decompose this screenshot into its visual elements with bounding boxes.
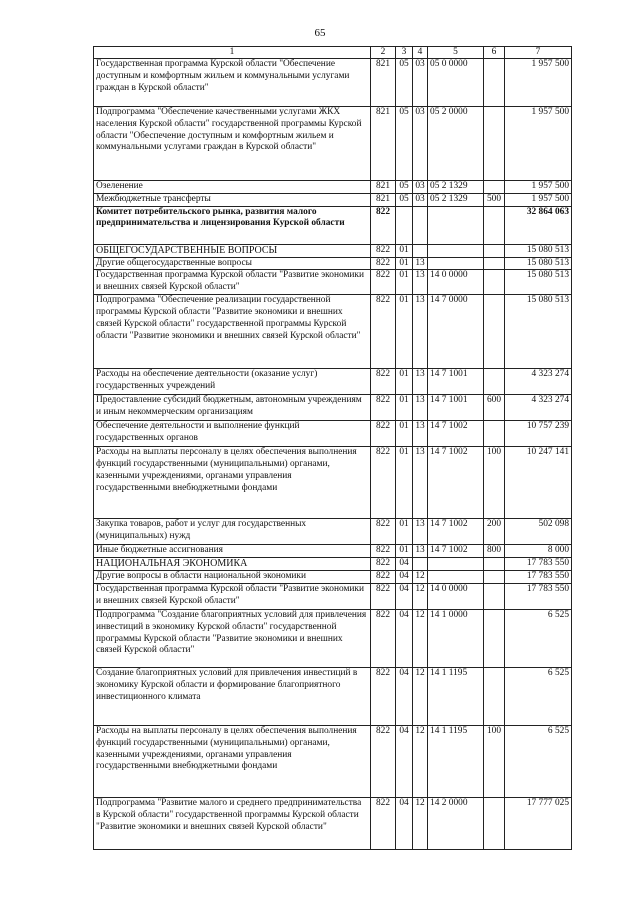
row-sum: 17 777 025: [505, 797, 572, 849]
row-sec: 04: [396, 583, 413, 609]
row-vr: 100: [484, 725, 505, 797]
row-gr: 822: [371, 270, 396, 295]
row-sum: 1 957 500: [505, 181, 572, 194]
row-vr: [484, 244, 505, 257]
row-name: Другие общегосударственные вопросы: [94, 257, 371, 270]
row-vr: [484, 797, 505, 849]
row-vr: [484, 421, 505, 447]
row-vr: [484, 571, 505, 584]
table-row: [94, 181, 572, 194]
row-gr: 822: [371, 395, 396, 421]
row-sec: 01: [396, 395, 413, 421]
row-sub: 13: [413, 545, 428, 558]
row-name: Создание благоприятных условий для привлечения инвестиций в экономику Курской области и формирование благоприятного инвестиционного климата: [94, 667, 371, 725]
row-sum: 17 783 550: [505, 571, 572, 584]
row-sum: 6 525: [505, 609, 572, 667]
row-cs: 14 1 1195: [428, 725, 484, 797]
row-sub: [413, 558, 428, 571]
row-vr: 200: [484, 519, 505, 545]
table-row: [94, 369, 572, 395]
row-sub: 13: [413, 395, 428, 421]
budget-table: [93, 46, 572, 850]
row-vr: [484, 369, 505, 395]
row-cs: 05 2 1329: [428, 181, 484, 194]
row-gr: 822: [371, 519, 396, 545]
header-col-2: 2: [371, 47, 396, 59]
row-gr: 822: [371, 667, 396, 725]
table-row: [94, 295, 572, 369]
row-sec: [396, 206, 413, 244]
row-cs: 14 7 1002: [428, 519, 484, 545]
table-row: [94, 270, 572, 295]
row-sum: 32 864 063: [505, 206, 572, 244]
row-name: НАЦИОНАЛЬНАЯ ЭКОНОМИКА: [94, 558, 371, 571]
row-cs: [428, 257, 484, 270]
row-gr: 822: [371, 206, 396, 244]
table-row: [94, 447, 572, 519]
row-gr: 822: [371, 545, 396, 558]
row-sub: 13: [413, 369, 428, 395]
row-sum: 4 323 274: [505, 369, 572, 395]
row-sec: 05: [396, 107, 413, 181]
row-vr: [484, 558, 505, 571]
row-sub: 13: [413, 257, 428, 270]
table-row: [94, 583, 572, 609]
row-sub: 13: [413, 295, 428, 369]
header-col-1: 1: [94, 47, 371, 59]
row-vr: [484, 295, 505, 369]
row-cs: 14 0 0000: [428, 583, 484, 609]
row-sum: 15 080 513: [505, 270, 572, 295]
table-row: [94, 421, 572, 447]
row-gr: 822: [371, 609, 396, 667]
row-sec: 05: [396, 193, 413, 206]
row-sec: 01: [396, 369, 413, 395]
header-row: [94, 47, 572, 59]
row-name: Расходы на обеспечение деятельности (оказание услуг) государственных учреждений: [94, 369, 371, 395]
row-sub: 13: [413, 270, 428, 295]
table-row: [94, 257, 572, 270]
row-gr: 821: [371, 59, 396, 107]
table-row: [94, 725, 572, 797]
row-name: Подпрограмма "Развитие малого и среднего предпринимательства в Курской области" государственной программы Курской области "Развитие экономики и внешних связей Курской области": [94, 797, 371, 849]
row-sub: 13: [413, 519, 428, 545]
row-sub: [413, 244, 428, 257]
row-sub: 03: [413, 193, 428, 206]
row-vr: [484, 59, 505, 107]
row-sub: 03: [413, 59, 428, 107]
row-sec: 01: [396, 421, 413, 447]
row-name: Государственная программа Курской области "Развитие экономики и внешних связей Курской области": [94, 270, 371, 295]
row-name: Расходы на выплаты персоналу в целях обеспечения выполнения функций государственными (муниципальными) органами, казенными учреждениями, органами управления государственными внебюджетными фондами: [94, 447, 371, 519]
row-gr: 822: [371, 369, 396, 395]
row-vr: [484, 107, 505, 181]
row-sub: [413, 206, 428, 244]
row-gr: 822: [371, 257, 396, 270]
row-sec: 01: [396, 257, 413, 270]
row-cs: 14 0 0000: [428, 270, 484, 295]
header-col-7: 7: [505, 47, 572, 59]
table-row: [94, 395, 572, 421]
header-col-5: 5: [428, 47, 484, 59]
table-row: [94, 571, 572, 584]
row-gr: 822: [371, 725, 396, 797]
row-name: Государственная программа Курской области "Развитие экономики и внешних связей Курской области": [94, 583, 371, 609]
row-sec: 04: [396, 725, 413, 797]
row-sum: 17 783 550: [505, 558, 572, 571]
row-vr: 600: [484, 395, 505, 421]
row-sum: 502 098: [505, 519, 572, 545]
row-name: Подпрограмма "Создание благоприятных условий для привлечения инвестиций в экономику Курской области" государственной программы Курской области "Развитие экономики и внешних связей Курской области": [94, 609, 371, 667]
row-sec: 05: [396, 181, 413, 194]
row-sec: 01: [396, 447, 413, 519]
row-vr: [484, 257, 505, 270]
row-sum: 10 757 239: [505, 421, 572, 447]
table-row: [94, 519, 572, 545]
row-vr: [484, 181, 505, 194]
row-sec: 04: [396, 797, 413, 849]
row-cs: [428, 206, 484, 244]
row-gr: 822: [371, 571, 396, 584]
row-sub: 12: [413, 667, 428, 725]
row-name: Государственная программа Курской области "Обеспечение доступным и комфортным жильем и коммунальными услугами граждан в Курской области": [94, 59, 371, 107]
row-sum: 4 323 274: [505, 395, 572, 421]
row-vr: [484, 609, 505, 667]
row-name: Озеленение: [94, 181, 371, 194]
row-cs: 14 7 1002: [428, 421, 484, 447]
row-name: Подпрограмма "Обеспечение качественными услугами ЖКХ населения Курской области" государственной программы Курской области "Обеспечение доступным и комфортным жильем и коммунальными услугами граждан в Курской области": [94, 107, 371, 181]
row-sum: 10 247 141: [505, 447, 572, 519]
row-vr: 800: [484, 545, 505, 558]
row-cs: 14 7 0000: [428, 295, 484, 369]
row-name: Закупка товаров, работ и услуг для государственных (муниципальных) нужд: [94, 519, 371, 545]
row-sec: 01: [396, 545, 413, 558]
row-sub: 12: [413, 609, 428, 667]
row-sec: 01: [396, 519, 413, 545]
row-sum: 1 957 500: [505, 193, 572, 206]
row-sum: 8 000: [505, 545, 572, 558]
row-cs: 14 7 1002: [428, 545, 484, 558]
row-sec: 04: [396, 571, 413, 584]
table-row: [94, 244, 572, 257]
row-sec: 04: [396, 558, 413, 571]
row-sub: 13: [413, 421, 428, 447]
row-sec: 01: [396, 295, 413, 369]
header-col-4: 4: [413, 47, 428, 59]
row-vr: [484, 583, 505, 609]
row-gr: 821: [371, 193, 396, 206]
row-vr: [484, 270, 505, 295]
table-row: [94, 193, 572, 206]
row-gr: 821: [371, 181, 396, 194]
row-sub: 03: [413, 181, 428, 194]
row-cs: [428, 558, 484, 571]
row-name: Иные бюджетные ассигнования: [94, 545, 371, 558]
row-gr: 822: [371, 583, 396, 609]
row-gr: 822: [371, 447, 396, 519]
row-sec: 04: [396, 667, 413, 725]
row-gr: 822: [371, 295, 396, 369]
row-sum: 15 080 513: [505, 257, 572, 270]
row-name: Другие вопросы в области национальной экономики: [94, 571, 371, 584]
table-row: [94, 59, 572, 107]
row-sub: 12: [413, 725, 428, 797]
row-name: Обеспечение деятельности и выполнение функций государственных органов: [94, 421, 371, 447]
header-col-6: 6: [484, 47, 505, 59]
row-sec: 04: [396, 609, 413, 667]
row-sum: 15 080 513: [505, 295, 572, 369]
row-name: Расходы на выплаты персоналу в целях обеспечения выполнения функций государственными (муниципальными) органами, казенными учреждениями, органами управления государственными внебюджетными фондами: [94, 725, 371, 797]
row-sec: 01: [396, 244, 413, 257]
row-gr: 822: [371, 421, 396, 447]
row-cs: 14 1 1195: [428, 667, 484, 725]
row-gr: 822: [371, 244, 396, 257]
row-sub: 03: [413, 107, 428, 181]
row-sum: 1 957 500: [505, 107, 572, 181]
table-row: [94, 609, 572, 667]
row-gr: 822: [371, 558, 396, 571]
header-col-3: 3: [396, 47, 413, 59]
row-sum: 1 957 500: [505, 59, 572, 107]
row-cs: 05 0 0000: [428, 59, 484, 107]
row-cs: [428, 244, 484, 257]
table-row: [94, 558, 572, 571]
row-sec: 05: [396, 59, 413, 107]
row-name: Предоставление субсидий бюджетным, автономным учреждениям и иным некоммерческим организациям: [94, 395, 371, 421]
row-name: Межбюджетные трансферты: [94, 193, 371, 206]
row-sum: 6 525: [505, 725, 572, 797]
table-row: [94, 206, 572, 244]
row-cs: 05 2 1329: [428, 193, 484, 206]
row-gr: 822: [371, 797, 396, 849]
row-cs: 05 2 0000: [428, 107, 484, 181]
row-sub: 12: [413, 571, 428, 584]
row-gr: 821: [371, 107, 396, 181]
row-sub: 13: [413, 447, 428, 519]
row-sub: 12: [413, 797, 428, 849]
table-row: [94, 797, 572, 849]
page-number: 65: [314, 27, 326, 39]
row-cs: 14 7 1001: [428, 369, 484, 395]
row-sum: 6 525: [505, 667, 572, 725]
row-sec: 01: [396, 270, 413, 295]
row-name: ОБЩЕГОСУДАРСТВЕННЫЕ ВОПРОСЫ: [94, 244, 371, 257]
row-cs: [428, 571, 484, 584]
row-vr: 100: [484, 447, 505, 519]
row-cs: 14 7 1001: [428, 395, 484, 421]
row-sum: 17 783 550: [505, 583, 572, 609]
row-sub: 12: [413, 583, 428, 609]
row-cs: 14 2 0000: [428, 797, 484, 849]
table-row: [94, 667, 572, 725]
row-vr: [484, 667, 505, 725]
row-name: Подпрограмма "Обеспечение реализации государственной программы Курской области "Развитие экономики и внешних связей Курской области" государственной программы Курской области "Развитие экономики и внешних связей Курской области": [94, 295, 371, 369]
table-row: [94, 107, 572, 181]
row-cs: 14 1 0000: [428, 609, 484, 667]
table-row: [94, 545, 572, 558]
row-vr: [484, 206, 505, 244]
row-vr: 500: [484, 193, 505, 206]
row-name: Комитет потребительского рынка, развития малого предпринимательства и лицензирования Курской области: [94, 206, 371, 244]
row-sum: 15 080 513: [505, 244, 572, 257]
row-cs: 14 7 1002: [428, 447, 484, 519]
